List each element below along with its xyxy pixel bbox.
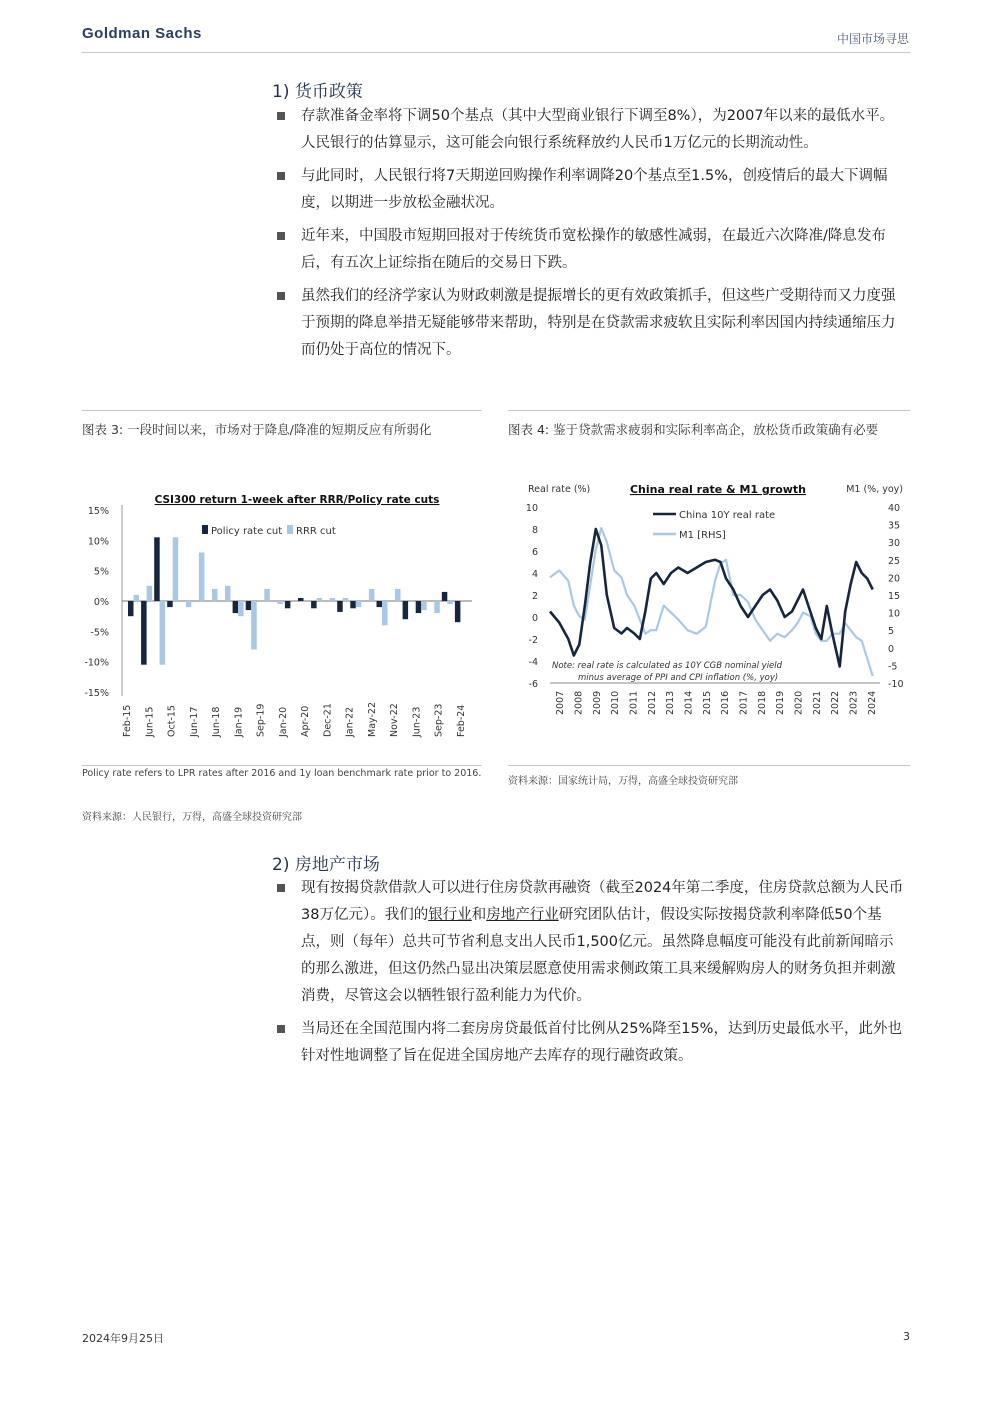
x-tick-label: Jun-15 [144,706,156,737]
y-tick-label-right: 40 [888,503,901,514]
bullet-text: 虽然我们的经济学家认为财政刺激是提振增长的更有效政策抓手，但这些广受期待而又力度强于预期的降息举措无疑能够带来帮助，特别是在贷款需求疲软且实际利率因国内持续通缩压力而仍处于高位的情况下。 [301,288,896,358]
x-tick-label: 2014 [683,690,695,715]
y-tick-label-left: 10 [525,503,538,514]
bar [356,601,362,607]
bullet-text-part: 和 [471,907,487,923]
x-tick-label: Oct-15 [166,705,178,737]
bullet-text: 当局还在全国范围内将二套房房贷最低首付比例从25%降至15%，达到历史最低水平，此外也针对性地调整了旨在促进全国房地产去库存的现行融资政策。 [301,1021,902,1064]
bar [285,601,291,608]
y-axis-label-left: Real rate (%) [528,484,591,495]
bullet-square-icon [277,112,285,120]
banks-research-link[interactable]: 银行业 [428,907,472,923]
bar [343,598,349,601]
figure4-caption: 图表 4: 鉴于贷款需求疲弱和实际利率高企，放松货币政策确有必要 [508,422,879,437]
page-number: 3 [903,1330,910,1343]
y-tick-label: -5% [90,627,109,639]
bar [128,601,134,616]
bar [442,592,448,601]
y-axis-label-right: M1 (%, yoy) [846,484,903,495]
chart-title: China real rate & M1 growth [629,483,807,496]
m1-line [550,528,873,676]
y-tick-label: -10% [84,657,109,669]
bar [382,601,388,625]
x-tick-label: 2023 [848,690,860,715]
y-tick-label-left: -4 [528,657,538,668]
y-tick-label-left: 2 [531,591,538,602]
footer-date: 2024年9月25日 [82,1332,164,1345]
bar [233,601,239,613]
y-tick-label-left: 0 [531,613,538,624]
x-tick-label: 2011 [628,690,640,715]
bar [173,537,179,601]
x-tick-label: Feb-15 [122,704,133,737]
x-tick-label: 2016 [720,690,732,715]
bar [395,589,401,601]
bar [277,601,283,604]
x-tick-label: Sep-23 [433,703,445,737]
bar [447,601,453,604]
bar [434,601,440,613]
y-tick-label: -15% [84,688,109,699]
figure3-top-rule [82,410,482,411]
bar [147,586,153,601]
legend-label: Policy rate cut [211,526,283,537]
bullet-square-icon [277,1025,285,1033]
x-tick-label: 2017 [738,690,750,715]
x-tick-label: 2010 [610,690,622,715]
bullet-text: 与此同时，人民银行将7天期逆回购操作利率调降20个基点至1.5%，创疫情后的最大下调幅度，以期进一步放松金融状况。 [301,168,888,211]
bar [369,589,375,601]
figure4-line-chart [508,475,910,760]
figure3-source: 资料来源：人民银行，万得，高盛全球投资研究部 [82,812,302,823]
y-tick-label-left: -2 [528,635,538,646]
x-tick-label: Jun-23 [411,706,423,737]
header-divider [82,52,910,53]
y-tick-label: 10% [87,536,109,548]
x-tick-label: Jun-17 [188,706,200,737]
chart-title: CSI300 return 1-week after RRR/Policy rate cuts [154,494,440,506]
y-tick-label-right: 35 [888,520,901,532]
list-item [276,875,904,1010]
bullet-square-icon [277,884,285,892]
figure3-bar-chart [82,485,482,745]
bullet-text-part: 研究团队估计，假设实际按揭贷款利率降低50个基点，则（每年）总共可节省利息支出人民币1,500亿元。虽然降息幅度可能没有此前新闻暗示的那么激进，但这仍然凸显出决策层愿意使用需求侧政策工具来缓解购房人的财务负担并刺激消费，尽管这会以牺牲银行盈利能力为代价。 [301,907,896,1004]
y-tick-label-left: 6 [531,547,538,558]
list-item [276,163,904,217]
legend-label: M1 [RHS] [679,530,726,541]
bar [246,601,252,610]
figure3-caption: 图表 3: 一段时间以来，市场对于降息/降准的短期反应有所弱化 [82,422,432,437]
bullet-text: 存款准备金率将下调50个基点（其中大型商业银行下调至8%），为2007年以来的最低水平。人民银行的估算显示，这可能会向银行系统释放约人民币1万亿元的长期流动性。 [301,108,895,151]
x-tick-label: Feb-24 [456,704,467,737]
legend-swatch [287,525,293,534]
x-tick-label: Jan-22 [344,706,356,737]
x-tick-label: Dec-21 [322,703,334,737]
bar [167,601,173,607]
bar [455,601,461,622]
x-tick-label: 2009 [591,690,603,715]
bullet-text-part: 现有按揭贷款借款人可以进行住房贷款再融资（截至2024年第二季度，住房贷款总额为人民币38万亿元）。我们的 [301,880,904,923]
bar [199,553,205,602]
x-tick-label: Nov-22 [389,703,401,737]
figure4-top-rule [508,410,910,411]
report-title: 中国市场寻思 [836,32,909,46]
list-item [276,223,904,277]
figure3-note-rule [82,765,482,766]
bar [416,601,422,613]
x-tick-label: 2013 [665,690,677,715]
x-tick-label: 2021 [811,690,823,715]
bullet-square-icon [277,232,285,240]
bar [337,601,343,612]
y-tick-label-right: 5 [888,626,895,638]
x-tick-label: Apr-20 [300,705,312,737]
x-tick-label: May-22 [366,702,378,737]
bar [238,601,244,616]
figure4-source-rule [508,765,910,766]
section-heading-property-market: 2) 房地产市场 [272,855,380,875]
y-tick-label-right: -5 [888,661,898,673]
figure3-note: Policy rate refers to LPR rates after 2016 and 1y loan benchmark rate prior to 2016. [82,768,482,779]
bar [251,601,257,650]
bar [311,601,317,608]
bar [317,598,323,601]
y-tick-label-right: 20 [888,573,901,585]
x-tick-label: 2012 [646,690,658,715]
legend-label: China 10Y real rate [679,510,776,521]
y-tick-label-right: 30 [888,538,901,550]
y-tick-label: 15% [87,506,109,517]
x-tick-label: 2020 [793,690,805,715]
figure4-source: 资料来源：国家统计局，万得，高盛全球投资研究部 [508,776,738,787]
y-tick-label-right: 15 [888,591,901,602]
list-item [276,283,904,364]
y-tick-label-right: -10 [888,679,904,690]
x-tick-label: 2019 [775,690,787,715]
bar [160,601,166,665]
x-tick-label: 2007 [555,690,567,715]
property-research-link[interactable]: 房地产行业 [486,907,559,923]
monetary-policy-list [276,103,904,364]
y-tick-label-left: -6 [528,679,538,690]
y-tick-label-right: 25 [888,555,901,567]
list-item [276,1016,904,1070]
x-tick-label: 2024 [866,690,878,715]
bar [225,586,231,601]
bullet-square-icon [277,172,285,180]
y-tick-label-right: 0 [888,643,895,655]
bar [377,601,383,607]
brand-logo: Goldman Sachs [82,25,202,42]
chart-note: Note: real rate is calculated as 10Y CGB nominal yield [552,661,783,671]
bar [421,601,427,610]
x-tick-label: 2018 [756,690,768,715]
bar [212,589,218,601]
y-tick-label: 5% [93,566,109,578]
bullet-square-icon [277,292,285,300]
y-tick-label-left: 4 [531,569,538,580]
bar [403,601,409,619]
bar [264,589,270,601]
x-tick-label: 2022 [830,690,842,715]
x-tick-label: Jan-19 [233,706,245,737]
bar [330,598,336,601]
legend-label: RRR cut [296,526,336,537]
bar [154,537,160,601]
y-tick-label-right: 10 [888,608,901,620]
bullet-text: 近年来，中国股市短期回报对于传统货币宽松操作的敏感性减弱，在最近六次降准/降息发布后，有五次上证综指在随后的交易日下跌。 [301,228,886,271]
property-market-list [276,875,904,1070]
bar [186,601,192,607]
chart-note: minus average of PPI and CPI inflation (%, yoy) [578,673,779,683]
bar [134,595,140,601]
section-heading-monetary-policy: 1) 货币政策 [272,82,363,102]
y-tick-label-left: 8 [531,525,538,536]
x-tick-label: Sep-19 [255,703,267,737]
bar [141,601,147,665]
bar [350,601,356,608]
list-item [276,103,904,157]
x-tick-label: 2015 [701,690,713,715]
x-tick-label: Jun-18 [211,706,223,737]
y-tick-label: 0% [93,597,109,608]
x-tick-label: Jan-20 [277,706,289,737]
x-tick-label: 2008 [573,690,585,715]
legend-swatch [202,525,208,534]
bar [298,598,304,601]
